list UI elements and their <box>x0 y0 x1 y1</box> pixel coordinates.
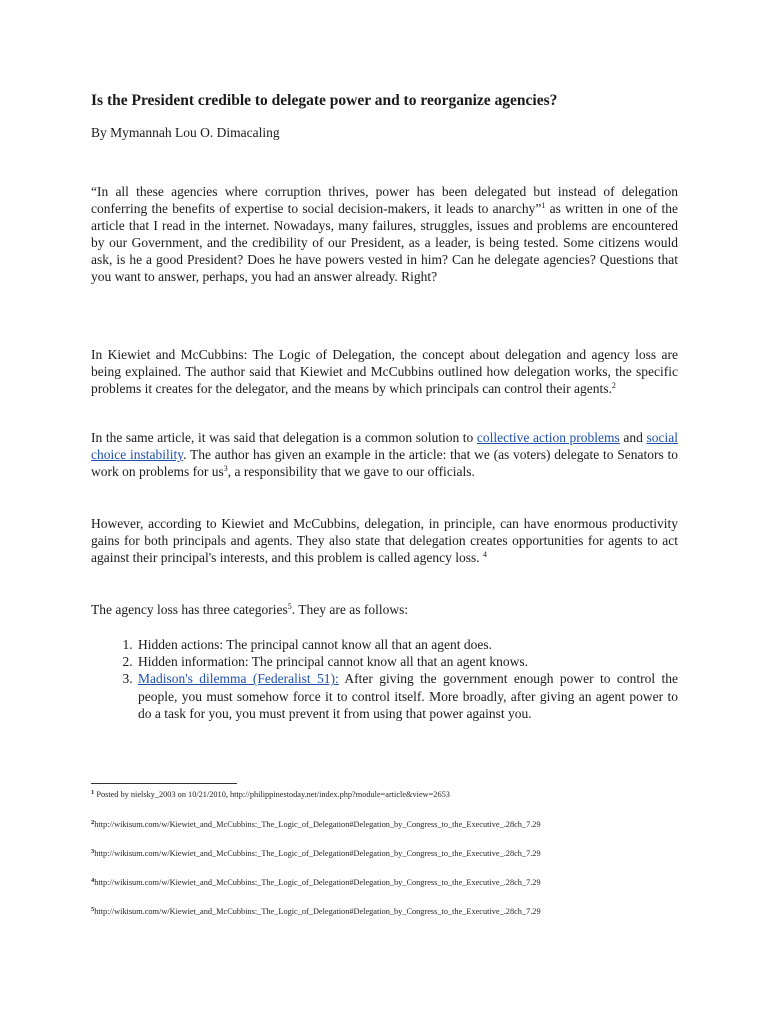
footnote-1 <box>91 790 450 799</box>
madisons-dilemma-link[interactable]: Madison's dilemma (Federalist 51): <box>138 671 339 687</box>
footnote-4 <box>91 878 541 887</box>
list-item: 1. Hidden actions: The principal cannot know all that an agent does. <box>136 636 678 653</box>
footnote-number: 2 <box>91 819 95 826</box>
footnote-text: http://wikisum.com/w/Kiewiet_and_McCubbins:_The_Logic_of_Delegation#Delegation_by_Congress_to_the_Executive_.28ch_7.29 <box>94 878 541 887</box>
intro-text-a: “In all these agencies where corruption thrives, power has been delegated but instead of delegation conferring the benefits of expertise to social decision-makers, it leads to anarchy” <box>91 184 678 216</box>
document-title: Is the President credible to delegate power and to reorganize agencies? <box>91 92 558 109</box>
intro-paragraph <box>91 183 678 285</box>
footnote-ref-4[interactable]: 4 <box>482 550 487 559</box>
collective-action-link[interactable]: collective action problems <box>476 430 620 445</box>
footnote-2 <box>91 820 541 829</box>
delegation-text: In Kiewiet and McCubbins: The Logic of Delegation, the concept about delegation and agency loss are being explained. The author said that Kiewiet and McCubbins outlined how delegation works, the specific problems it creates for the delegator, and the means by which principals can control their agents. <box>91 347 678 396</box>
social-choice-link[interactable]: social choice instability <box>91 430 678 462</box>
footnote-text: http://wikisum.com/w/Kiewiet_and_McCubbins:_The_Logic_of_Delegation#Delegation_by_Congress_to_the_Executive_.28ch_7.29 <box>94 820 541 829</box>
agency-loss-paragraph <box>91 515 678 566</box>
categories-text-b: . They are as follows: <box>291 602 409 617</box>
footnote-number: 5 <box>91 906 95 913</box>
footnote-ref-2[interactable]: 2 <box>611 381 616 390</box>
footnote-ref-1[interactable]: 1 <box>541 201 546 210</box>
categories-text-a: The agency loss has three categories <box>91 602 288 617</box>
footnote-ref-3[interactable]: 3 <box>223 464 228 473</box>
footnote-ref-5[interactable]: 5 <box>287 602 292 611</box>
footnote-3 <box>91 849 541 858</box>
footnote-number: 1 <box>91 789 95 796</box>
agency-loss-text: However, according to Kiewiet and McCubbins, delegation, in principle, can have enormous productivity gains for both principals and agents. They also state that delegation creates opportunities for agents to act against their principal's interests, and this problem is called agency loss. <box>91 516 678 565</box>
intro-text-b: as written in one of the article that I read in the internet. Nowadays, many failures, struggles, issues and problems are encountered by our Government, and the credibility of our President, as a leader, is being tested. Some citizens would ask, is he a good President? Does he have powers vested in him? Can he delegate agencies? Questions that you want to answer, perhaps, you had an answer already. Right? <box>91 201 678 284</box>
same-article-text-c: . The author has given an example in the article: that we (as voters) delegate to Senators to work on problems for us <box>91 447 678 479</box>
footnote-number: 4 <box>91 877 95 884</box>
footnote-separator <box>91 783 237 784</box>
list-item: 2. Hidden information: The principal cannot know all that an agent knows. <box>136 653 678 670</box>
same-article-text-b: and <box>619 430 647 445</box>
same-article-paragraph <box>91 429 678 480</box>
categories-intro <box>91 601 678 618</box>
footnote-5 <box>91 907 541 916</box>
list-item <box>136 670 678 722</box>
categories-list <box>91 636 678 722</box>
footnote-number: 3 <box>91 848 95 855</box>
delegation-paragraph <box>91 346 678 397</box>
footnote-text: http://wikisum.com/w/Kiewiet_and_McCubbins:_The_Logic_of_Delegation#Delegation_by_Congress_to_the_Executive_.28ch_7.29 <box>94 849 541 858</box>
same-article-text-a: In the same article, it was said that delegation is a common solution to <box>91 430 477 445</box>
author-byline: By Mymannah Lou O. Dimacaling <box>91 125 280 140</box>
same-article-text-d: , a responsibility that we gave to our officials. <box>227 464 475 479</box>
footnote-text: http://wikisum.com/w/Kiewiet_and_McCubbins:_The_Logic_of_Delegation#Delegation_by_Congress_to_the_Executive_.28ch_7.29 <box>94 907 541 916</box>
footnote-text: Posted by nielsky_2003 on 10/21/2010, http://philippinestoday.net/index.php?module=article&view=2653 <box>94 790 450 799</box>
madisons-dilemma-text: After giving the government enough power to control the people, you must somehow force it to control itself. More broadly, after giving an agent power to do a task for you, you must prevent it from using that power against you. <box>138 671 678 721</box>
